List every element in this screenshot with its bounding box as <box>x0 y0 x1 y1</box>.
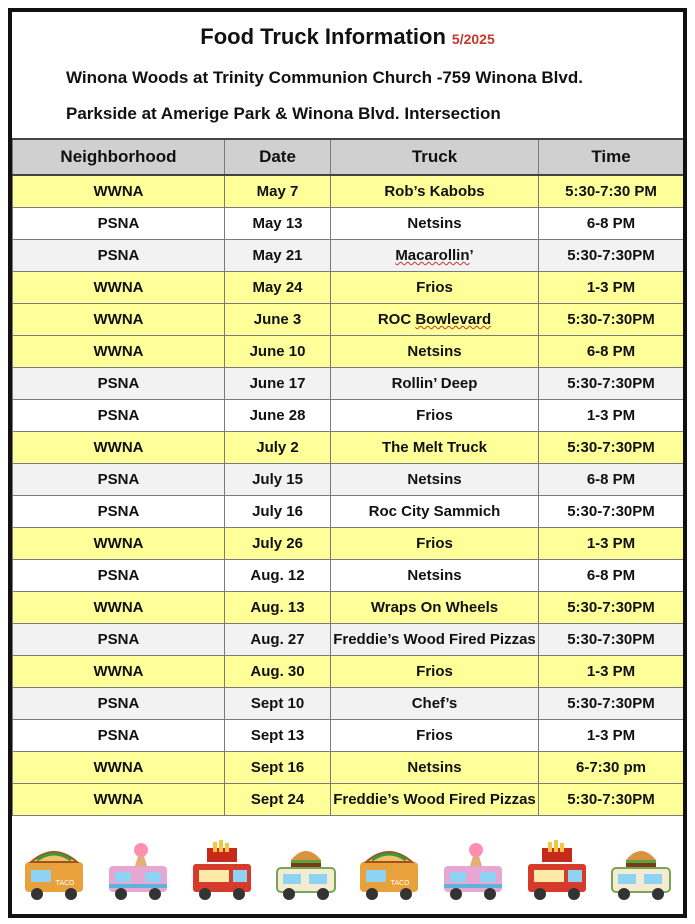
date-cell: Aug. 12 <box>225 560 331 592</box>
table-row <box>13 592 684 624</box>
table-row <box>13 560 684 592</box>
taco-truck-icon <box>356 840 422 906</box>
neighborhood-cell: PSNA <box>13 688 225 720</box>
svg-text:TACO: TACO <box>55 879 75 887</box>
table-row <box>13 208 684 240</box>
truck-cell: Netsins <box>331 560 539 592</box>
page-title <box>12 24 683 50</box>
burger-truck-icon <box>273 840 339 906</box>
table-row <box>13 368 684 400</box>
time-cell: 5:30-7:30PM <box>539 496 684 528</box>
neighborhood-cell: WWNA <box>13 304 225 336</box>
date-cell: June 28 <box>225 400 331 432</box>
truck-cell: Roc City Sammich <box>331 496 539 528</box>
time-cell: 5:30-7:30PM <box>539 304 684 336</box>
date-cell: May 13 <box>225 208 331 240</box>
table-row <box>13 528 684 560</box>
time-cell: 5:30-7:30PM <box>539 688 684 720</box>
time-cell: 1-3 PM <box>539 528 684 560</box>
truck-cell: Netsins <box>331 752 539 784</box>
table-row <box>13 752 684 784</box>
date-cell: May 24 <box>225 272 331 304</box>
neighborhood-cell: PSNA <box>13 624 225 656</box>
table-row <box>13 464 684 496</box>
time-cell: 5:30-7:30 PM <box>539 175 684 208</box>
date-cell: May 7 <box>225 175 331 208</box>
truck-cell: Netsins <box>331 336 539 368</box>
truck-cell: ROC Bowlevard <box>331 304 539 336</box>
date-cell: Sept 16 <box>225 752 331 784</box>
time-cell: 5:30-7:30PM <box>539 624 684 656</box>
date-cell: Aug. 13 <box>225 592 331 624</box>
date-cell: July 2 <box>225 432 331 464</box>
truck-cell: Frios <box>331 400 539 432</box>
ice-cream-truck-icon <box>440 840 506 906</box>
neighborhood-cell: WWNA <box>13 528 225 560</box>
table-row <box>13 688 684 720</box>
date-cell: Aug. 27 <box>225 624 331 656</box>
truck-name-text: Macarollin <box>395 247 470 264</box>
table-row <box>13 784 684 816</box>
date-cell: Sept 24 <box>225 784 331 816</box>
neighborhood-cell: WWNA <box>13 784 225 816</box>
neighborhood-cell: PSNA <box>13 240 225 272</box>
time-cell: 1-3 PM <box>539 720 684 752</box>
date-cell: June 3 <box>225 304 331 336</box>
time-cell: 5:30-7:30PM <box>539 784 684 816</box>
time-cell: 6-8 PM <box>539 560 684 592</box>
location-parkside: Parkside at Amerige Park & Winona Blvd. Intersection <box>66 104 501 123</box>
table-row <box>13 304 684 336</box>
truck-cell: Frios <box>331 656 539 688</box>
truck-cell: Freddie’s Wood Fired Pizzas <box>331 624 539 656</box>
table-row <box>13 656 684 688</box>
table-row <box>13 496 684 528</box>
time-cell: 5:30-7:30PM <box>539 432 684 464</box>
date-cell: Aug. 30 <box>225 656 331 688</box>
table-row <box>13 175 684 208</box>
date-cell: June 17 <box>225 368 331 400</box>
truck-cell: Freddie’s Wood Fired Pizzas <box>331 784 539 816</box>
table-header-row <box>13 139 684 175</box>
truck-cell: Frios <box>331 528 539 560</box>
neighborhood-cell: PSNA <box>13 496 225 528</box>
time-cell: 5:30-7:30PM <box>539 240 684 272</box>
neighborhood-cell: PSNA <box>13 368 225 400</box>
location-winona-woods: Winona Woods at Trinity Communion Church -759 Winona Blvd. <box>66 68 583 87</box>
neighborhood-cell: WWNA <box>13 336 225 368</box>
schedule-table <box>12 138 684 816</box>
burger-truck-icon <box>608 840 674 906</box>
title-text: Food Truck Information <box>200 24 446 49</box>
flyer-header <box>12 12 683 138</box>
ice-cream-truck-icon <box>105 840 171 906</box>
schedule-body <box>13 175 684 816</box>
time-cell: 6-8 PM <box>539 464 684 496</box>
time-cell: 1-3 PM <box>539 656 684 688</box>
neighborhood-cell: PSNA <box>13 720 225 752</box>
truck-cell: The Melt Truck <box>331 432 539 464</box>
table-row <box>13 272 684 304</box>
neighborhood-cell: PSNA <box>13 464 225 496</box>
neighborhood-cell: WWNA <box>13 592 225 624</box>
date-cell: June 10 <box>225 336 331 368</box>
time-cell: 6-7:30 pm <box>539 752 684 784</box>
food-truck-strip <box>12 828 683 914</box>
taco-truck-icon <box>21 840 87 906</box>
date-cell: July 16 <box>225 496 331 528</box>
time-cell: 1-3 PM <box>539 400 684 432</box>
flyer-frame <box>8 8 687 918</box>
neighborhood-cell: WWNA <box>13 175 225 208</box>
table-row <box>13 432 684 464</box>
date-cell: July 15 <box>225 464 331 496</box>
table-row <box>13 624 684 656</box>
fries-truck-icon <box>524 840 590 906</box>
truck-cell: Wraps On Wheels <box>331 592 539 624</box>
neighborhood-cell: WWNA <box>13 432 225 464</box>
truck-cell: Rollin’ Deep <box>331 368 539 400</box>
column-header: Time <box>539 139 684 175</box>
table-row <box>13 720 684 752</box>
date-cell: July 26 <box>225 528 331 560</box>
time-cell: 5:30-7:30PM <box>539 368 684 400</box>
neighborhood-cell: WWNA <box>13 752 225 784</box>
truck-cell: Netsins <box>331 464 539 496</box>
truck-cell: Frios <box>331 720 539 752</box>
table-row <box>13 400 684 432</box>
title-date: 5/2025 <box>451 31 495 47</box>
column-header: Date <box>225 139 331 175</box>
truck-cell: Chef’s <box>331 688 539 720</box>
neighborhood-cell: WWNA <box>13 272 225 304</box>
truck-cell: Netsins <box>331 208 539 240</box>
neighborhood-cell: PSNA <box>13 560 225 592</box>
date-cell: Sept 13 <box>225 720 331 752</box>
column-header: Truck <box>331 139 539 175</box>
truck-cell: Frios <box>331 272 539 304</box>
time-cell: 5:30-7:30PM <box>539 592 684 624</box>
table-row <box>13 240 684 272</box>
time-cell: 6-8 PM <box>539 208 684 240</box>
date-cell: Sept 10 <box>225 688 331 720</box>
fries-truck-icon <box>189 840 255 906</box>
svg-text:TACO: TACO <box>391 879 410 887</box>
neighborhood-cell: PSNA <box>13 208 225 240</box>
time-cell: 1-3 PM <box>539 272 684 304</box>
neighborhood-cell: WWNA <box>13 656 225 688</box>
table-row <box>13 336 684 368</box>
column-header: Neighborhood <box>13 139 225 175</box>
truck-name-text: Bowlevard <box>415 311 492 328</box>
time-cell: 6-8 PM <box>539 336 684 368</box>
neighborhood-cell: PSNA <box>13 400 225 432</box>
date-cell: May 21 <box>225 240 331 272</box>
truck-cell: Macarollin’ <box>331 240 539 272</box>
truck-cell: Rob’s Kabobs <box>331 175 539 208</box>
